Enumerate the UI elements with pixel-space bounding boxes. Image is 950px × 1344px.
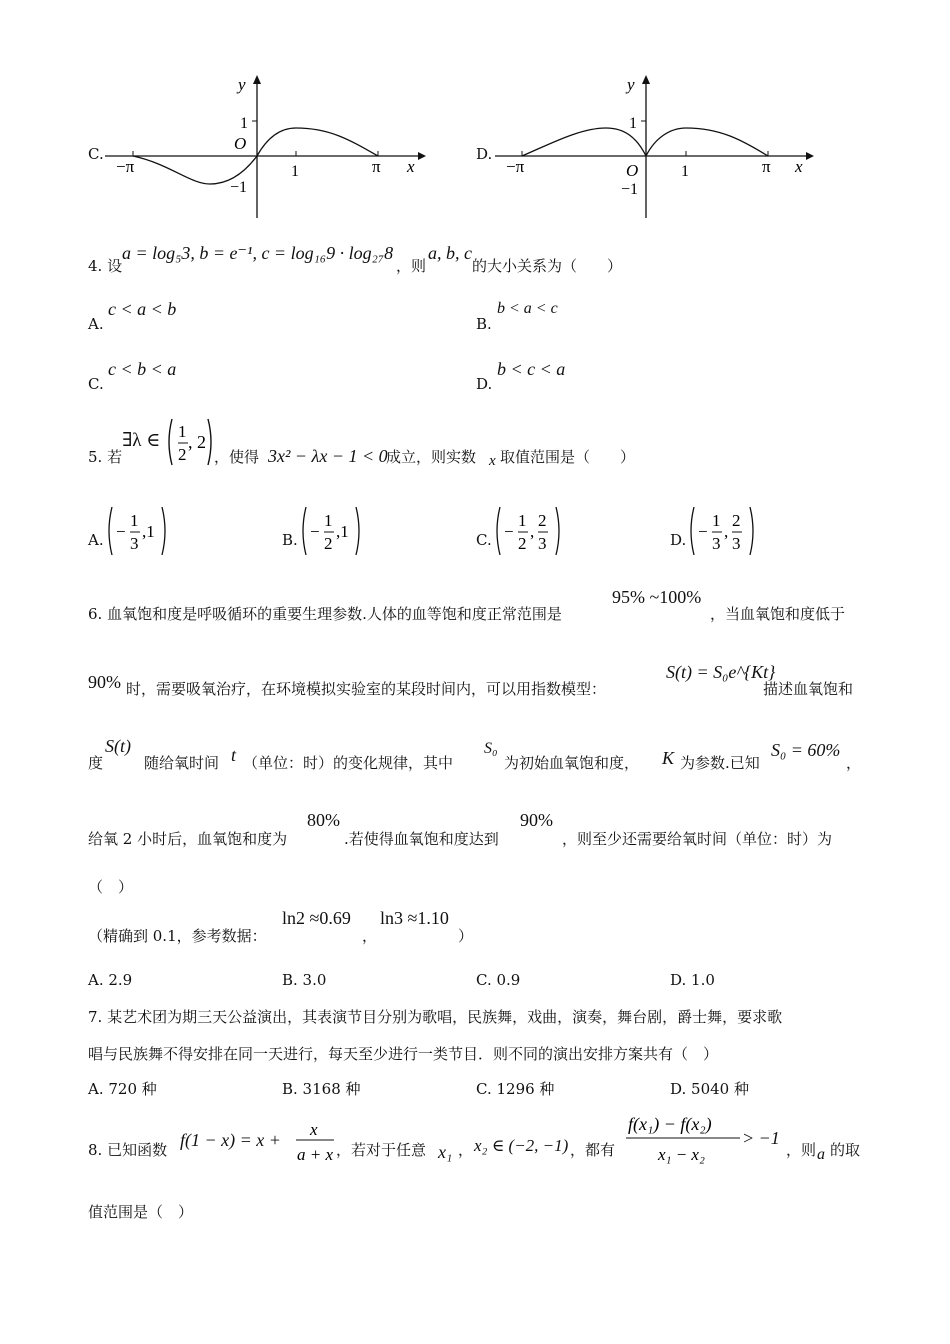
q6-option-b: B. 3.0 [282,971,327,989]
q7-option-c: C. 1296 种 [476,1080,555,1098]
q4-expression: a = log₅3, b = e⁻¹, c = log₁₆9 · log₂₇8 [122,243,394,263]
svg-text:,: , [724,522,729,541]
q8-gt: > −1 [742,1128,780,1148]
svg-text:3: 3 [130,534,139,553]
graph-c-tick-pi: π [372,157,381,176]
svg-text:2: 2 [732,511,741,530]
svg-text:1: 1 [130,511,139,530]
q5-var: x [489,453,496,469]
q6-line3-f: ， [846,754,862,772]
svg-text:1: 1 [712,511,721,530]
graph-c-origin: O [234,134,247,153]
q5-exists: ∃λ ∈ [122,430,161,451]
graph-c-tick-negpi: −π [116,157,135,176]
q5-option-a-value [106,505,170,557]
q6-s0: S₀ [484,740,498,757]
q6-t: t [231,745,237,765]
q8-mid3: ，则 [786,1141,817,1159]
svg-text:3: 3 [732,534,741,553]
graph-c-y-label: y [238,75,246,94]
q5-option-d-value [688,505,760,557]
svg-text:−: − [310,522,320,541]
q5-interval-right: , 2 [188,432,206,452]
q8-prefix: 8. 已知函数 [88,1141,168,1159]
q5-suffix1: 成立，则实数 [386,448,477,466]
graph-d-label: D. [476,145,493,163]
q6-ln2: ln2 ≈0.69 [282,908,351,928]
q6-line1-b: ，当血氧饱和度低于 [710,605,846,623]
graph-c-label: C. [88,145,104,163]
q4-option-c-value: c < b < a [108,359,177,379]
graph-d-curve [522,128,768,156]
q8-x1: x₁ [438,1142,453,1162]
q8-mid1: ，若对于任意 [336,1141,427,1159]
q5-suffix2: 取值范围是（ ） [500,448,636,466]
q5-option-d-label: D. [670,531,687,549]
graph-d-tick-1: 1 [629,115,637,132]
q4-option-a-label: A. [88,315,104,333]
q6-line2-a: 时，需要吸氧治疗，在环境模拟实验室的某段时间内，可以用指数模型： [126,680,607,698]
q4-suffix: 的大小关系为（ ） [472,257,623,275]
q7-option-b: B. 3168 种 [282,1080,361,1098]
q8-frac-num: f(x₁) − f(x₂) [628,1114,712,1134]
svg-text:3: 3 [712,534,721,553]
graph-c-tick-x1: 1 [291,163,299,180]
q6-line4-c: ，则至少还需要给氧时间（单位：时）为 [562,830,833,848]
graph-d-y-arrow [642,75,650,84]
svg-text:,1: ,1 [142,522,155,541]
svg-text:−: − [698,522,708,541]
q6-option-c: C. 0.9 [476,971,521,989]
graph-c-x-arrow [418,152,426,160]
q8-mid2: ，都有 [570,1141,616,1159]
q5-option-b-value [300,505,364,557]
q6-line4-a: 给氧 2 小时后，血氧饱和度为 [88,830,288,848]
q4-option-d-label: D. [476,375,493,393]
q6-answer-paren: （ ） [88,878,134,896]
q8-func-num: x [310,1120,318,1139]
q4-option-a-value: c < a < b [108,299,177,319]
q4-prefix: 4. 设 [88,257,123,275]
graph-d-y-label: y [627,75,635,94]
q7-line2: 唱与民族舞不得安排在同一天进行，每天至少进行一类节目．则不同的演出安排方案共有（ ） [88,1045,719,1063]
svg-text:1: 1 [518,511,527,530]
q6-st: S(t) [105,736,131,756]
svg-text:2: 2 [538,511,547,530]
q6-k: K [662,748,675,768]
q7-line1: 7. 某艺术团为期三天公益演出，其表演节目分别为歌唱，民族舞，戏曲，演奏，舞台剧，爵士舞，要求歌 [88,1008,783,1026]
q6-option-d: D. 1.0 [670,971,715,989]
q6-given: S₀ = 60% [771,740,841,760]
graph-c-y-arrow [253,75,261,84]
q6-line6-a: （精确到 0.1，参考数据： [88,927,267,945]
q6-line3-b: 随给氧时间 [144,754,220,772]
svg-text:2: 2 [518,534,527,553]
q6-ln3: ln3 ≈1.10 [380,908,449,928]
q5-interval [164,416,216,468]
q6-90pct: 90% [88,672,121,692]
graph-c [100,72,430,222]
q8-condition-frac [624,1106,744,1170]
q8-func-den: a + x [297,1145,334,1164]
q7-option-a: A. 720 种 [88,1080,157,1098]
svg-text:,: , [530,522,535,541]
svg-text:2: 2 [324,534,333,553]
graph-c-tick-neg1: −1 [230,179,248,196]
q6-90pct-target: 90% [520,810,553,830]
svg-text:1: 1 [324,511,333,530]
q4-option-b-value: b < a < c [497,300,558,317]
q8-suffix: 的取 [830,1141,861,1159]
graph-d-x-label: x [795,157,803,176]
q5-inequality: 3x² − λx − 1 < 0 [268,446,388,466]
q6-range: 95% ~100% [612,587,702,607]
q4-vars: a, b, c [428,243,472,263]
q4-option-b-label: B. [476,315,492,333]
q6-line1-a: 6. 血氧饱和度是呼吸循环的重要生理参数.人体的血等饱和度正常范围是 [88,605,562,623]
q5-option-c-value [494,505,566,557]
q6-line3-e: 为参数.已知 [680,754,760,772]
q5-option-c-label: C. [476,531,492,549]
q6-line3-c: （单位：时）的变化规律，其中 [243,754,454,772]
q4-option-d-value: b < c < a [497,359,566,379]
q6-option-a: A. 2.9 [88,971,133,989]
graph-d-origin: O [626,161,639,180]
q4-comma: ，则 [396,257,427,275]
svg-text:,1: ,1 [336,522,349,541]
q6-model: S(t) = S₀e^{Kt} [666,662,776,682]
graph-c-tick-1: 1 [240,115,248,132]
q8-sep: ， [458,1141,474,1159]
q8-line2: 值范围是（ ） [88,1203,194,1221]
graph-d-tick-x1: 1 [681,163,689,180]
q5-option-a-label: A. [88,531,104,549]
q6-line6-b: ） [458,927,474,945]
q7-option-d: D. 5040 种 [670,1080,749,1098]
graph-d-tick-negpi: −π [506,157,525,176]
q8-frac-den: x₁ − x₂ [658,1145,705,1164]
graph-d-x-arrow [806,152,814,160]
graph-c-x-label: x [407,157,415,176]
graph-d-tick-pi: π [762,157,771,176]
graph-d [490,72,820,222]
q5-mid: ，使得 [214,448,260,466]
svg-text:−: − [116,522,126,541]
svg-text:−: − [504,522,514,541]
svg-text:3: 3 [538,534,547,553]
q4-option-c-label: C. [88,375,104,393]
q6-line3-a: 度 [88,754,104,772]
q8-x2-set: x₂ ∈ (−2, −1) [474,1136,569,1155]
q6-80pct: 80% [307,810,340,830]
graph-d-tick-neg1: −1 [621,181,639,198]
q6-line3-d: 为初始血氧饱和度， [504,754,640,772]
q5-interval-num: 1 [178,422,187,441]
q8-func-left: f(1 − x) = x + [180,1130,281,1150]
q5-interval-den: 2 [178,445,187,464]
q8-func-frac [294,1114,338,1170]
q6-line6-sep: ， [362,927,378,945]
q5-prefix: 5. 若 [88,448,123,466]
q5-option-b-label: B. [282,531,298,549]
q8-a: a [817,1146,825,1163]
q6-line2-b: 描述血氧饱和 [763,680,854,698]
q6-line4-b: .若使得血氧饱和度达到 [344,830,499,848]
